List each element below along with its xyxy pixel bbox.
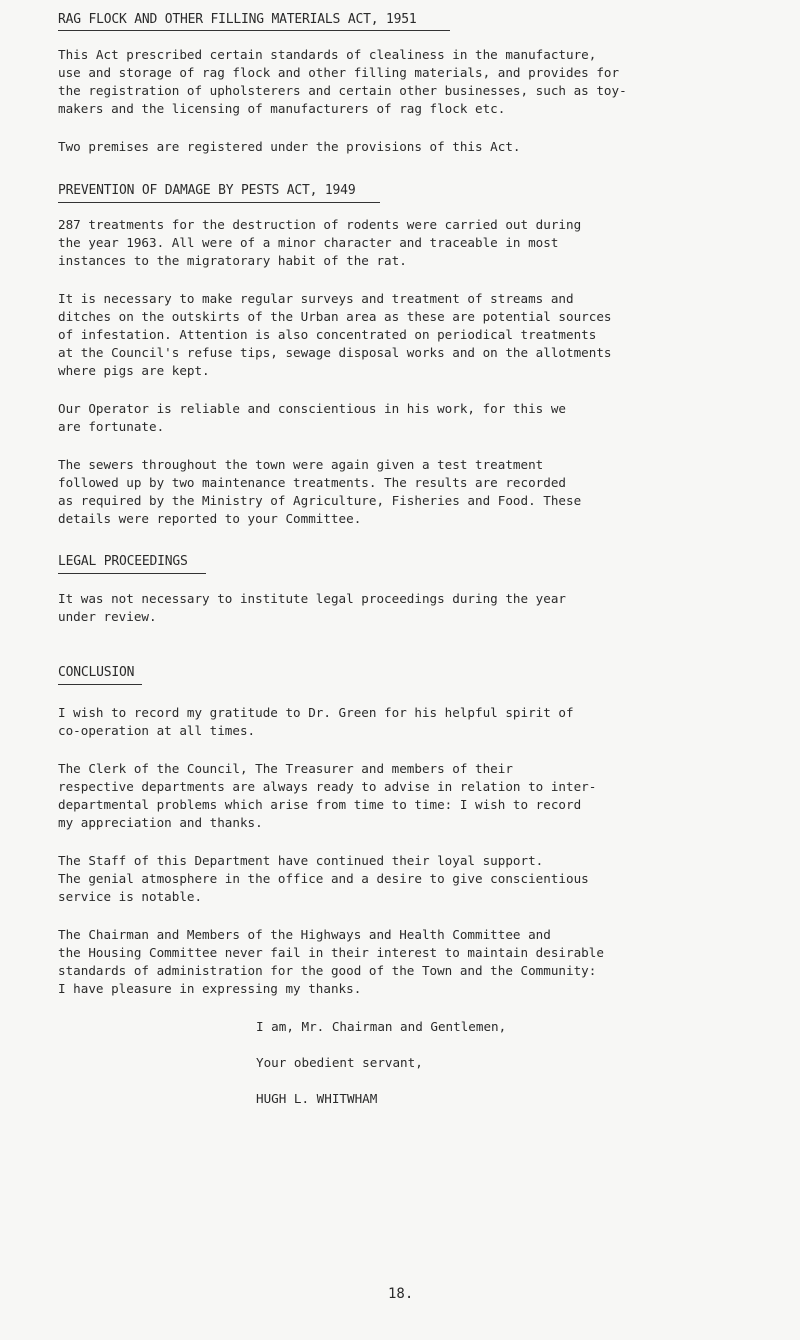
paragraph-line: as required by the Ministry of Agriculture, Fisheries and Food. These xyxy=(58,493,582,508)
paragraph-line: service is notable. xyxy=(58,889,203,904)
paragraph-line: It is necessary to make regular surveys and treatment of streams and xyxy=(58,291,574,306)
paragraph xyxy=(58,926,758,998)
signature-name: HUGH L. WHITWHAM xyxy=(256,1091,378,1106)
paragraph-line: The Chairman and Members of the Highways and Health Committee and xyxy=(58,927,551,942)
closing-valediction: Your obedient servant, xyxy=(256,1055,423,1070)
paragraph-line: under review. xyxy=(58,609,157,624)
paragraph-line: details were reported to your Committee. xyxy=(58,511,362,526)
paragraph-line: respective departments are always ready to advise in relation to inter- xyxy=(58,779,597,794)
paragraph-line: This Act prescribed certain standards of clealiness in the manufacture, xyxy=(58,47,597,62)
paragraph-line: at the Council's refuse tips, sewage disposal works and on the allotments xyxy=(58,345,612,360)
paragraph-line: my appreciation and thanks. xyxy=(58,815,263,830)
paragraph-line: 287 treatments for the destruction of rodents were carried out during xyxy=(58,217,582,232)
paragraph xyxy=(58,760,758,832)
closing-salutation: I am, Mr. Chairman and Gentlemen, xyxy=(256,1019,507,1034)
paragraph xyxy=(58,138,758,156)
paragraph xyxy=(58,456,758,528)
paragraph-line: instances to the migratorary habit of the rat. xyxy=(58,253,407,268)
paragraph-line: co-operation at all times. xyxy=(58,723,256,738)
page-number: 18. xyxy=(388,1286,414,1302)
paragraph-line: where pigs are kept. xyxy=(58,363,210,378)
paragraph-line: The sewers throughout the town were again given a test treatment xyxy=(58,457,544,472)
heading-underline xyxy=(58,202,380,203)
paragraph-line: the Housing Committee never fail in their interest to maintain desirable xyxy=(58,945,604,960)
heading-underline xyxy=(58,30,450,31)
section-heading-pests: PREVENTION OF DAMAGE BY PESTS ACT, 1949 xyxy=(58,183,356,198)
paragraph xyxy=(58,400,758,436)
paragraph-line: I have pleasure in expressing my thanks. xyxy=(58,981,362,996)
paragraph-line: departmental problems which arise from time to time: I wish to record xyxy=(58,797,582,812)
paragraph-line: It was not necessary to institute legal proceedings during the year xyxy=(58,591,566,606)
paragraph-line: The Staff of this Department have continued their loyal support. xyxy=(58,853,544,868)
paragraph-line: Our Operator is reliable and conscientious in his work, for this we xyxy=(58,401,566,416)
paragraph xyxy=(58,704,758,740)
paragraph-line: The Clerk of the Council, The Treasurer and members of their xyxy=(58,761,513,776)
paragraph xyxy=(58,290,758,380)
paragraph xyxy=(58,852,758,906)
paragraph-line: I wish to record my gratitude to Dr. Green for his helpful spirit of xyxy=(58,705,574,720)
paragraph-line: Two premises are registered under the provisions of this Act. xyxy=(58,139,521,154)
paragraph-line: followed up by two maintenance treatments. The results are recorded xyxy=(58,475,566,490)
paragraph-line: The genial atmosphere in the office and a desire to give conscientious xyxy=(58,871,589,886)
paragraph-line: of infestation. Attention is also concentrated on periodical treatments xyxy=(58,327,597,342)
paragraph xyxy=(58,216,758,270)
paragraph-line: the registration of upholsterers and certain other businesses, such as toy- xyxy=(58,83,627,98)
paragraph-line: ditches on the outskirts of the Urban area as these are potential sources xyxy=(58,309,612,324)
paragraph xyxy=(58,590,758,626)
heading-underline xyxy=(58,573,206,574)
paragraph-line: use and storage of rag flock and other filling materials, and provides for xyxy=(58,65,620,80)
section-heading-rag-flock: RAG FLOCK AND OTHER FILLING MATERIALS ACT, 1951 xyxy=(58,12,417,27)
paragraph-line: makers and the licensing of manufacturers of rag flock etc. xyxy=(58,101,506,116)
paragraph-line: standards of administration for the good of the Town and the Community: xyxy=(58,963,597,978)
section-heading-conclusion: CONCLUSION xyxy=(58,665,135,680)
heading-underline xyxy=(58,684,142,685)
paragraph-line: the year 1963. All were of a minor character and traceable in most xyxy=(58,235,559,250)
paragraph xyxy=(58,46,758,118)
paragraph-line: are fortunate. xyxy=(58,419,165,434)
section-heading-legal: LEGAL PROCEEDINGS xyxy=(58,554,188,569)
